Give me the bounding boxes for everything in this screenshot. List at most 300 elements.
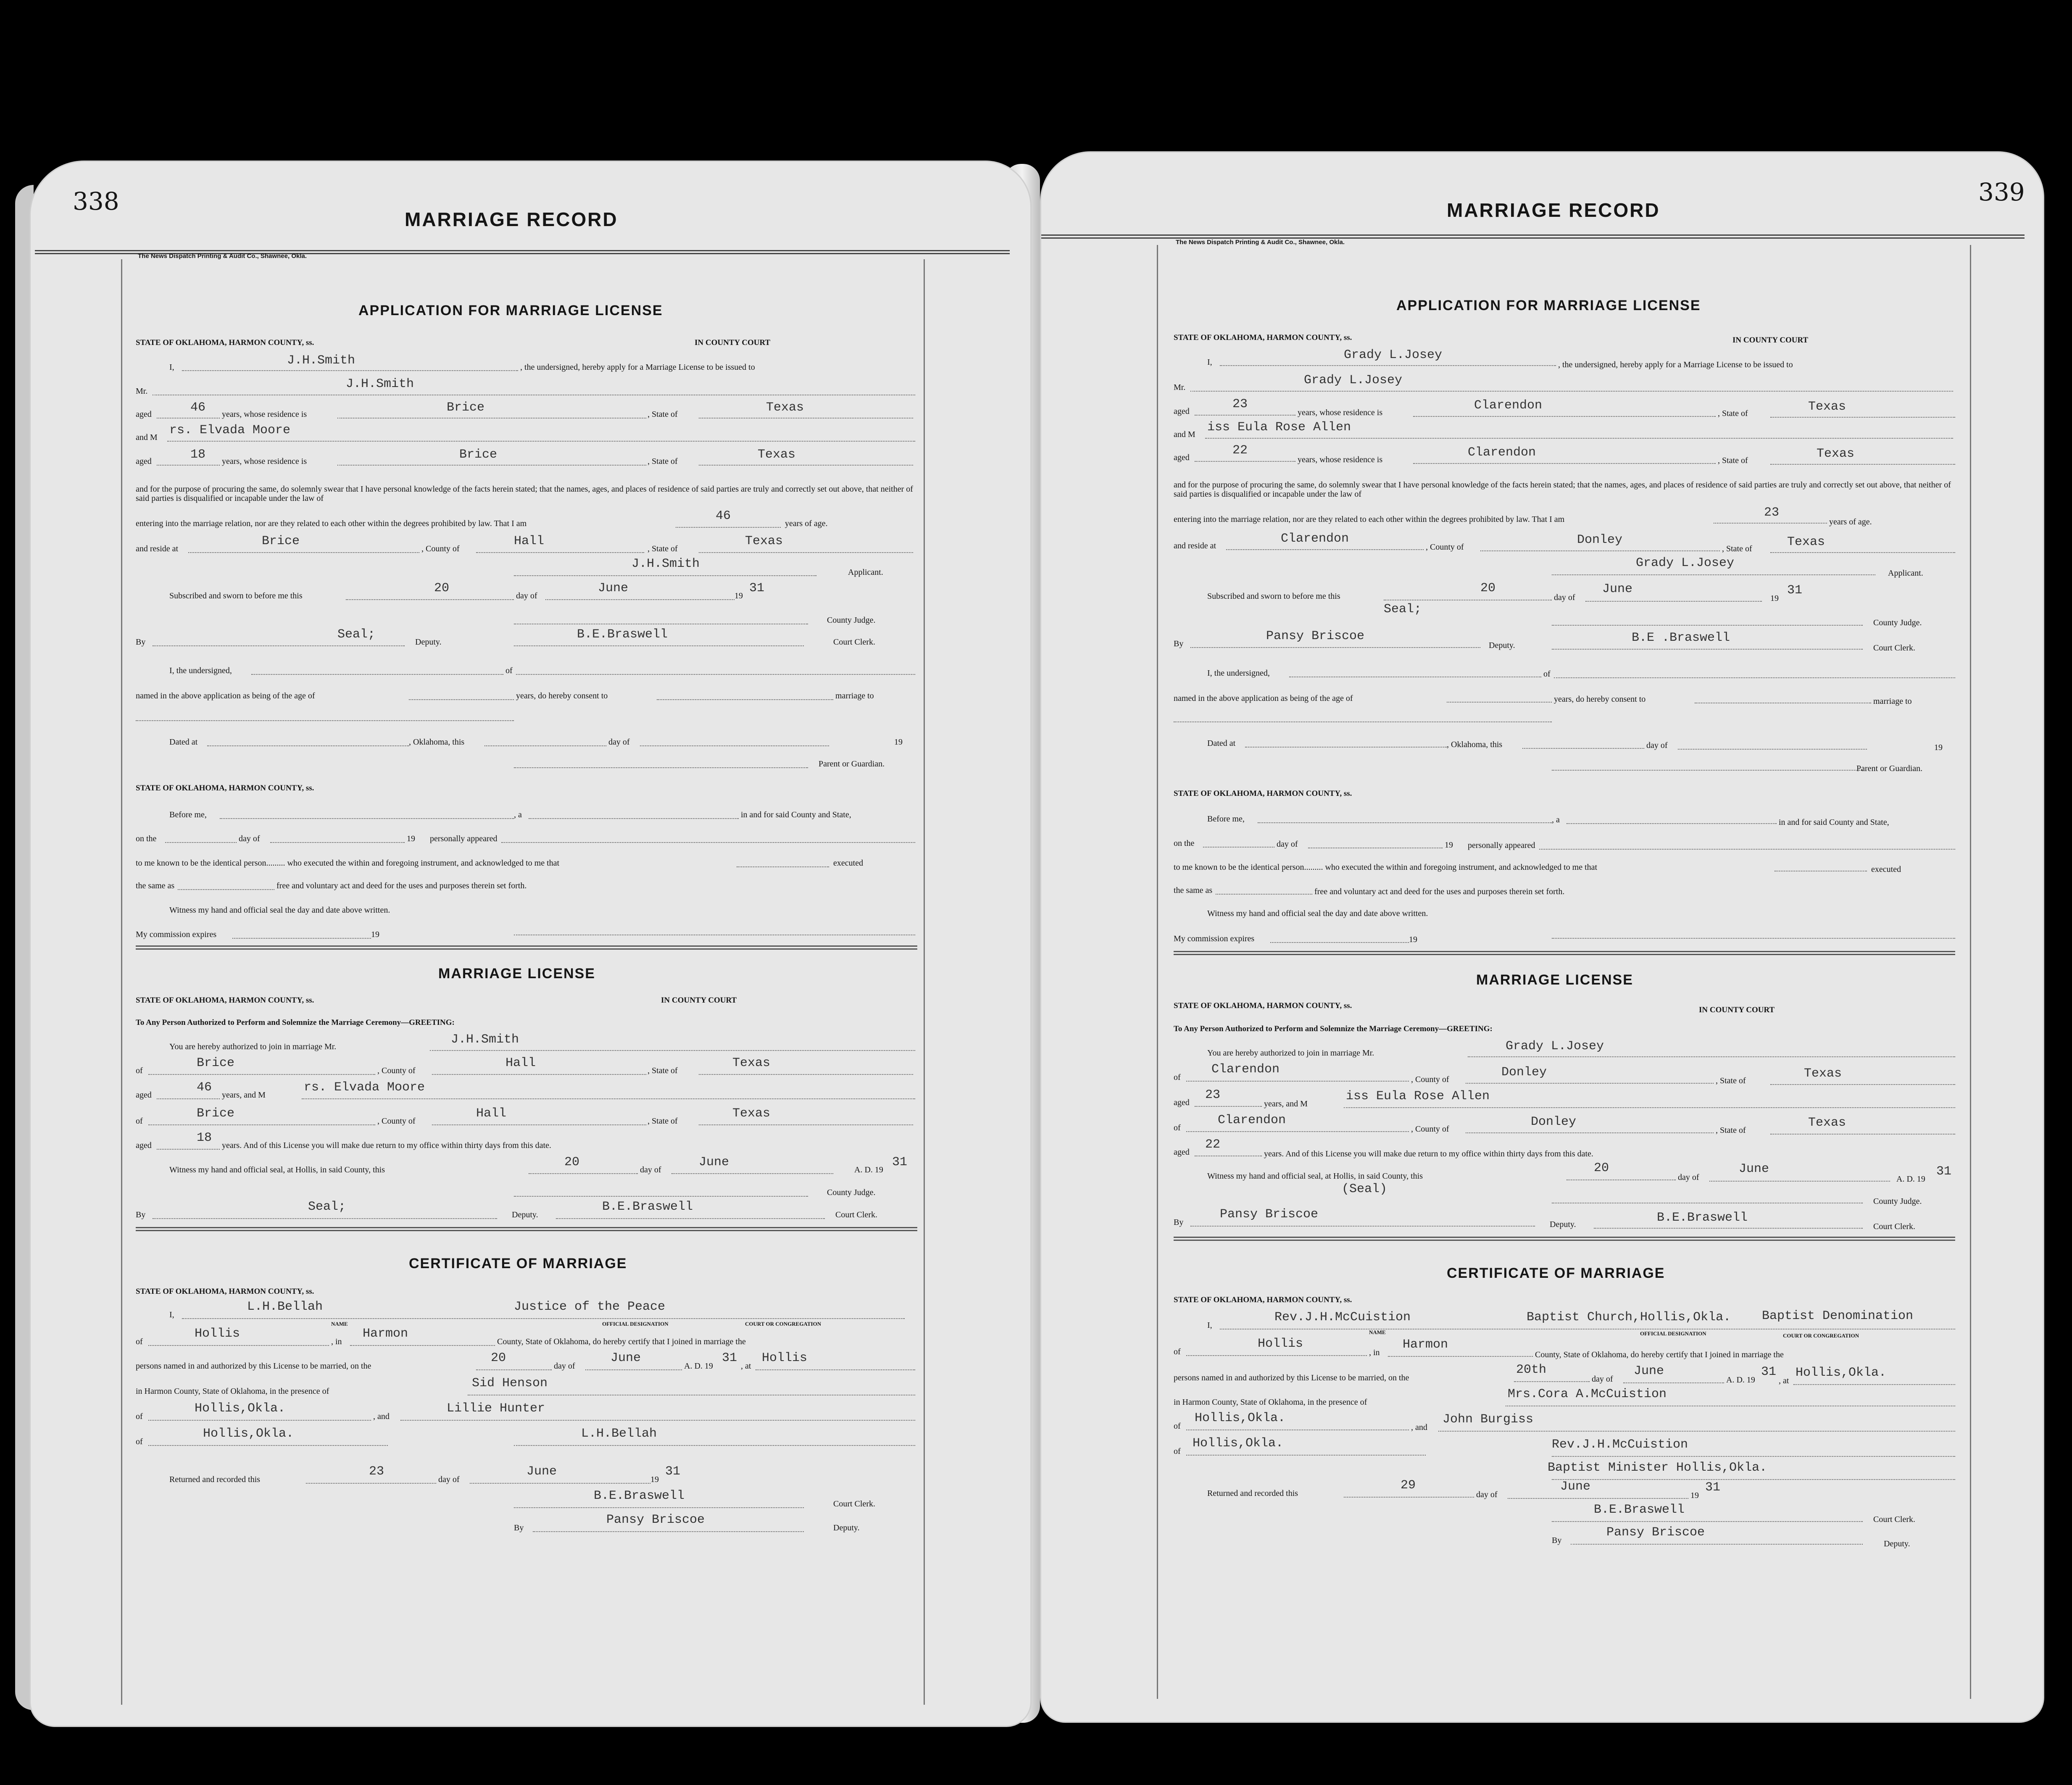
label-court-clerk: Court Clerk. [835, 1210, 877, 1219]
left-margin-line [121, 259, 122, 1705]
label-deputy: Deputy. [833, 1523, 860, 1532]
label-aged: aged [1174, 453, 1190, 462]
label-19: 19 [650, 1475, 659, 1484]
license-bride-county: Donley [1531, 1115, 1577, 1129]
label-ad19: A. D. 19 [854, 1165, 883, 1174]
witness-hollis: Witness my hand and official seal, at Hollis, in said County, this [169, 1165, 385, 1174]
state-line [699, 1114, 913, 1125]
returned-text: Returned and recorded this [169, 1475, 261, 1484]
marriage-to-text: marriage to [835, 691, 874, 700]
cert-deputy: Pansy Briscoe [606, 1513, 705, 1527]
groom-name: J.H.Smith [346, 377, 414, 391]
label-of: of [1174, 1073, 1181, 1082]
dated-at: Dated at [169, 737, 198, 747]
greeting: To Any Person Authorized to Perform and Solemnize the Marriage Ceremony—GREETING: [136, 1018, 455, 1027]
label-years-and-m: years, and M [222, 1090, 266, 1100]
label-applicant: Applicant. [1888, 569, 1923, 578]
state-county-heading: STATE OF OKLAHOMA, HARMON COUNTY, ss. [136, 784, 314, 792]
county-line [1466, 1122, 1714, 1133]
label-state: , State of [648, 1116, 678, 1126]
cert-witness2-of: Hollis,Okla. [203, 1427, 294, 1441]
label-court-clerk: Court Clerk. [833, 1499, 875, 1509]
on-the: on the [1174, 839, 1195, 848]
personally-line [501, 832, 915, 843]
label-county: , County of [1411, 1124, 1449, 1134]
persons-named: persons named in and authorized by this License to be married, on the [1174, 1373, 1409, 1382]
consent-age-line [409, 689, 514, 700]
in-county-court: IN COUNTY COURT [1732, 336, 1809, 345]
license-groom-state: Texas [1804, 1066, 1842, 1081]
ack-month-line [270, 832, 405, 843]
label-19: 19 [1934, 743, 1943, 752]
label-day-of: day of [1277, 840, 1298, 849]
clerk-name: B.E.Braswell [577, 627, 668, 642]
cert-witness1-of: Hollis,Okla. [195, 1401, 286, 1416]
license-bride-of: Brice [197, 1106, 235, 1121]
month-line [1508, 1488, 1688, 1499]
label-in: , in [331, 1337, 342, 1346]
label-of: of [136, 1437, 143, 1446]
county-line [432, 1114, 646, 1125]
license-groom-state: Texas [732, 1056, 771, 1070]
license-by-seal: Seal; [308, 1200, 346, 1214]
label-residence: years, whose residence is [1298, 408, 1383, 417]
label-day-of: day of [438, 1475, 460, 1484]
presence-text: in Harmon County, State of Oklahoma, in the presence of [136, 1387, 329, 1396]
county-line [476, 542, 644, 553]
residence-line [337, 408, 646, 419]
label-court-clerk: Court Clerk. [1873, 1515, 1915, 1524]
bride-name: rs. Elvada Moore [169, 423, 291, 437]
right-margin-line [924, 259, 925, 1705]
personally-appeared: personally appeared [430, 834, 498, 843]
caption-congregation: COURT OR CONGREGATION [1783, 1332, 1859, 1339]
page-title: MARRIAGE RECORD [1447, 199, 1660, 221]
left-form [136, 162, 917, 1725]
label-day-of: day of [608, 737, 630, 747]
executed-line [737, 856, 829, 867]
license-month: June [699, 1155, 729, 1169]
years-of-age: years of age. [1829, 517, 1872, 527]
cert-designation: Justice of the Peace [514, 1300, 666, 1314]
judge-line [1552, 1193, 1863, 1203]
marriage-to-text: marriage to [1873, 697, 1912, 706]
cert-returned-month: June [1560, 1480, 1591, 1494]
sworn-year: 31 [1787, 583, 1803, 598]
label-i: I, [169, 363, 174, 372]
judge-line [514, 613, 808, 624]
label-state: , State of [648, 544, 678, 553]
label-deputy: Deputy. [1489, 641, 1515, 650]
label-court-clerk: Court Clerk. [1873, 1222, 1915, 1231]
bride-residence: Brice [459, 448, 498, 462]
license-bride-state: Texas [1808, 1116, 1846, 1130]
executed-text: executed [1871, 865, 1901, 874]
application-deputy: Pansy Briscoe [1266, 629, 1365, 643]
bride-state: Texas [758, 448, 796, 462]
do-certify: County, State of Oklahoma, do hereby certify that I joined in marriage the [1535, 1350, 1784, 1359]
applicant-signature: J.H.Smith [632, 557, 700, 571]
license-groom-county: Donley [1501, 1065, 1547, 1079]
label-deputy: Deputy. [1884, 1539, 1910, 1548]
free-act: free and voluntary act and deed for the uses and purposes therein set forth. [276, 881, 527, 890]
age-line [157, 408, 220, 419]
license-year: 31 [892, 1155, 908, 1169]
label-deputy: Deputy. [512, 1210, 538, 1219]
caption-congregation: COURT OR CONGREGATION [745, 1321, 821, 1327]
county-value: Donley [1577, 533, 1623, 547]
consent-of-line [516, 664, 915, 675]
notary-line [514, 924, 915, 935]
witness-seal: Witness my hand and official seal the day and date above written. [1207, 909, 1428, 918]
a-line [529, 808, 739, 819]
county-value: Hall [514, 534, 545, 548]
left-page [29, 161, 1032, 1727]
label-in: , in [1369, 1348, 1380, 1357]
cert-returned-year: 31 [1705, 1480, 1721, 1495]
license-groom-age: 46 [197, 1080, 212, 1095]
license-day: 20 [564, 1155, 580, 1169]
certificate-title: CERTIFICATE OF MARRIAGE [409, 1256, 627, 1272]
state-county-heading: STATE OF OKLAHOMA, HARMON COUNTY, ss. [136, 996, 314, 1005]
label-aged: aged [136, 410, 152, 419]
on-the-line [1203, 837, 1274, 848]
license-groom-age: 23 [1205, 1088, 1221, 1102]
commission-line [232, 928, 371, 939]
license-bride: iss Eula Rose Allen [1346, 1089, 1490, 1103]
label-ad19: A. D. 19 [684, 1361, 713, 1371]
same-as: the same as [136, 881, 175, 890]
do-certify: County, State of Oklahoma, do hereby certify that I joined in marriage the [497, 1337, 746, 1346]
license-groom: Grady L.Josey [1506, 1039, 1604, 1053]
state-line [1770, 1074, 1955, 1085]
section-divider [1174, 951, 1955, 955]
label-reside-at: and reside at [1174, 541, 1216, 550]
mr-line [153, 384, 915, 395]
caption-designation: OFFICIAL DESIGNATION [1640, 1330, 1706, 1337]
label-state: , State of [648, 457, 678, 466]
cert-congregation: Baptist Denomination [1762, 1309, 1914, 1323]
cert-signature: Rev.J.H.McCuistion [1552, 1437, 1688, 1452]
state-county-heading: STATE OF OKLAHOMA, HARMON COUNTY, ss. [136, 1287, 314, 1296]
cert-returned-day: 23 [369, 1464, 384, 1479]
label-day-of: day of [1554, 593, 1575, 602]
label-day-of: day of [1592, 1374, 1613, 1384]
bride-residence: Clarendon [1468, 445, 1536, 460]
label-state: , State of [1718, 456, 1748, 465]
label-day-of: day of [239, 834, 260, 843]
label-county: , County of [421, 544, 460, 553]
label-aged: aged [136, 1141, 152, 1150]
label-of: of [136, 1337, 143, 1346]
cert-designation: Baptist Church,Hollis,Okla. [1527, 1310, 1731, 1324]
consent-name-line [1174, 711, 1552, 722]
residence-line [1413, 406, 1716, 417]
sworn-month: June [1602, 582, 1633, 596]
oath-paragraph: and for the purpose of procuring the same, do solemnly swear that I have personal knowledge of the facts herein stated; that the names, ages, and places of residence of said parties are truly and correctly set out above, that neither of said parties is disqualified or incapable under the law of [1174, 480, 1951, 499]
label-deputy: Deputy. [1550, 1220, 1576, 1229]
state-line [1770, 1124, 1955, 1135]
day-line [476, 1359, 552, 1370]
label-and: , and [1411, 1423, 1427, 1432]
label-residence: years, whose residence is [222, 457, 307, 466]
oath-paragraph: and for the purpose of procuring the same, do solemnly swear that I have personal knowledge of the facts herein stated; that the names, ages, and places of residence of said parties are truly and correctly set out above, that neither of said parties is disqualified or incapable under the law of [136, 484, 913, 503]
label-and-m: and M [1174, 430, 1195, 439]
license-bride-state: Texas [732, 1106, 771, 1121]
age-line [157, 455, 220, 466]
label-mr: Mr. [1174, 383, 1186, 392]
sworn-month: June [598, 581, 629, 595]
groom-name: Grady L.Josey [1304, 373, 1403, 387]
county-line [432, 1064, 646, 1075]
state-line [699, 542, 913, 553]
license-month: June [1739, 1162, 1769, 1176]
state-line [1770, 454, 1955, 465]
label-of: of [136, 1412, 143, 1421]
state-line [699, 408, 913, 419]
by-seal: Seal; [337, 627, 376, 642]
consent-undersigned: I, the undersigned, [1207, 669, 1270, 678]
reside-at-value: Clarendon [1281, 532, 1349, 546]
cert-day: 20th [1516, 1363, 1547, 1377]
state-county-heading: STATE OF OKLAHOMA, HARMON COUNTY, ss. [136, 338, 314, 347]
return-text: years. And of this License you will make due return to my office within thirty days from this date. [1264, 1149, 1593, 1158]
label-day-of: day of [1678, 1173, 1699, 1182]
notary-line [1552, 928, 1955, 939]
label-at: , at [741, 1361, 751, 1371]
before-me: Before me, [169, 810, 207, 819]
judge-line [1552, 615, 1863, 626]
reside-line [188, 542, 419, 553]
label-by: By [136, 637, 146, 647]
consent-of-line [1554, 667, 1955, 678]
label-a: , a [514, 810, 522, 819]
residence-line [1413, 453, 1716, 464]
license-groom-of: Clarendon [1211, 1062, 1280, 1077]
bride-age: 18 [190, 448, 206, 462]
dated-month-line [640, 735, 829, 746]
left-margin-line [1157, 245, 1158, 1699]
free-act: free and voluntary act and deed for the uses and purposes therein set forth. [1314, 887, 1565, 896]
state-line [699, 455, 913, 466]
clerk-name: B.E .Braswell [1632, 631, 1730, 645]
month-line [545, 589, 735, 600]
application-title: APPLICATION FOR MARRIAGE LICENSE [358, 303, 663, 319]
label-mr: Mr. [136, 387, 148, 396]
label-and: , and [373, 1412, 390, 1421]
witness-hollis: Witness my hand and official seal, at Hollis, in said County, this [1207, 1172, 1423, 1181]
personally-line [1539, 839, 1955, 850]
cert-deputy: Pansy Briscoe [1606, 1525, 1705, 1540]
right-form [1174, 153, 1955, 1720]
applicant-age: 46 [716, 509, 731, 523]
groom-residence: Clarendon [1474, 398, 1543, 413]
caption-name: NAME [331, 1321, 348, 1327]
bride-state: Texas [1817, 447, 1855, 461]
a-line [1567, 813, 1777, 824]
do-consent-text: years, do hereby consent to [1554, 695, 1646, 704]
parent-guardian: Parent or Guardian. [1856, 764, 1923, 773]
sworn-day: 20 [434, 581, 450, 595]
label-ad19: A. D. 19 [1726, 1375, 1755, 1385]
label-by: By [514, 1523, 524, 1532]
in-and-for: in and for said County and State, [1779, 818, 1889, 827]
cert-returned-year: 31 [665, 1464, 681, 1479]
dated-at: Dated at [1207, 739, 1236, 748]
label-court-clerk: Court Clerk. [1873, 643, 1915, 653]
label-of: of [1174, 1123, 1181, 1132]
label-county: , County of [1426, 542, 1464, 552]
cert-clerk: B.E.Braswell [1594, 1503, 1685, 1517]
oklahoma-this: , Oklahoma, this [1447, 740, 1503, 749]
consent-to-line [1695, 692, 1871, 703]
section-divider [136, 945, 917, 950]
cert-of: Hollis [195, 1327, 240, 1341]
label-state: , State of [1716, 1126, 1746, 1135]
label-19: 19 [735, 591, 743, 600]
bride-age: 22 [1232, 443, 1248, 458]
authorized-text: You are hereby authorized to join in marriage Mr. [169, 1042, 337, 1051]
label-by: By [136, 1210, 146, 1219]
label-subscribed: Subscribed and sworn to before me this [169, 591, 303, 600]
cert-officiant: Rev.J.H.McCuistion [1274, 1310, 1411, 1324]
application-seal: Seal; [1384, 602, 1422, 616]
cert-signature: L.H.Bellah [581, 1427, 657, 1441]
returned-text: Returned and recorded this [1207, 1489, 1298, 1498]
printer-imprint: The News Dispatch Printing & Audit Co., Shawnee, Okla. [1176, 239, 1345, 246]
license-of-line [148, 1064, 375, 1075]
license-of-line [148, 1114, 375, 1125]
consent-age-line [1447, 692, 1552, 703]
before-me-line [1258, 812, 1552, 823]
label-applicant: Applicant. [848, 568, 883, 577]
cert-witness2: Lillie Hunter [447, 1401, 545, 1416]
label-county-judge: County Judge. [827, 1188, 876, 1197]
label-day-of: day of [640, 1165, 661, 1174]
label-a: , a [1552, 815, 1560, 824]
reside-at-value: Brice [262, 534, 300, 548]
caption-name: NAME [1369, 1329, 1386, 1335]
state-county-heading: STATE OF OKLAHOMA, HARMON COUNTY, ss. [1174, 333, 1352, 342]
guardian-line [514, 757, 808, 768]
consent-undersigned: I, the undersigned, [169, 666, 232, 675]
license-clerk: B.E.Braswell [602, 1200, 693, 1214]
label-19: 19 [407, 834, 415, 843]
label-state: , State of [1722, 544, 1752, 553]
label-aged: aged [1174, 1098, 1190, 1107]
on-the: on the [136, 834, 157, 843]
application-title: APPLICATION FOR MARRIAGE LICENSE [1396, 298, 1701, 313]
license-bride-age: 22 [1205, 1137, 1221, 1152]
cert-year: 31 [1761, 1365, 1777, 1379]
page-number: 338 [73, 187, 119, 216]
state-line [1770, 407, 1955, 418]
right-margin-line [1970, 245, 1971, 1699]
consent-name-line [136, 710, 514, 721]
groom-age: 23 [1232, 397, 1248, 411]
label-of: of [1174, 1422, 1181, 1431]
label-aged: aged [136, 1090, 152, 1100]
in-county-court: IN COUNTY COURT [661, 996, 737, 1005]
same-as-line [178, 879, 274, 890]
cert-year: 31 [722, 1351, 737, 1365]
label-county: , County of [1411, 1075, 1449, 1084]
executed-line [1774, 861, 1867, 871]
cert-day: 20 [491, 1351, 506, 1365]
label-subscribed: Subscribed and sworn to before me this [1207, 592, 1340, 601]
label-19: 19 [1770, 594, 1779, 603]
label-aged: aged [1174, 407, 1190, 416]
applicant-age: 23 [1764, 505, 1780, 520]
do-consent-text: years, do hereby consent to [516, 691, 608, 700]
label-19: 19 [894, 737, 903, 747]
label-i: I, [1207, 358, 1212, 367]
personally-appeared: personally appeared [1468, 841, 1535, 850]
day-line [346, 589, 514, 600]
right-page [1040, 151, 2044, 1723]
label-day-of: day of [554, 1361, 575, 1371]
label-at: , at [1779, 1376, 1789, 1385]
cert-returned-month: June [527, 1464, 557, 1479]
license-year: 31 [1936, 1164, 1952, 1179]
label-of: of [1543, 669, 1551, 679]
state-county-heading: STATE OF OKLAHOMA, HARMON COUNTY, ss. [1174, 1295, 1352, 1304]
dated-line [1245, 737, 1447, 748]
commission-line [1270, 932, 1409, 943]
label-day-of: day of [1476, 1490, 1498, 1499]
cert-witness1: Mrs.Cora A.McCuistion [1508, 1387, 1667, 1401]
license-title: MARRIAGE LICENSE [1476, 972, 1633, 988]
printer-imprint: The News Dispatch Printing & Audit Co., Shawnee, Okla. [138, 253, 307, 260]
cert-month: June [1634, 1364, 1664, 1378]
apply-text: , the undersigned, hereby apply for a Marriage License to be issued to [520, 363, 755, 372]
cert-at: Hollis [762, 1351, 808, 1365]
page-title: MARRIAGE RECORD [405, 208, 618, 230]
apply-text: , the undersigned, hereby apply for a Marriage License to be issued to [1558, 360, 1793, 369]
commission: My commission expires [136, 930, 217, 939]
return-text: years. And of this License you will make due return to my office within thirty days from this date. [222, 1141, 551, 1150]
groom-residence: Brice [447, 400, 485, 415]
label-residence: years, whose residence is [1298, 455, 1383, 464]
section-divider [1174, 1237, 1955, 1241]
label-19: 19 [1409, 935, 1417, 944]
oath-line-2: entering into the marriage relation, nor are they related to each other within the degrees prohibited by law. That I am [136, 519, 527, 528]
page-number: 339 [1978, 178, 2025, 206]
license-bride-age: 18 [197, 1131, 212, 1145]
years-of-age: years of age. [785, 519, 828, 528]
before-me-line [220, 808, 514, 819]
cert-at: Hollis,Okla. [1796, 1366, 1887, 1380]
age-line [1195, 1145, 1262, 1156]
label-i: I, [169, 1310, 174, 1319]
license-deputy: Pansy Briscoe [1220, 1207, 1319, 1222]
cert-witness2: John Burgiss [1443, 1412, 1534, 1427]
officiant-signature-line [514, 1435, 915, 1446]
label-by: By [1174, 1218, 1184, 1227]
commission: My commission expires [1174, 934, 1255, 943]
section-divider [136, 1227, 917, 1231]
label-of: of [1174, 1347, 1181, 1356]
consent-line [251, 664, 503, 675]
label-residence: years, whose residence is [222, 410, 307, 419]
label-of: of [136, 1066, 143, 1075]
oklahoma-this: , Oklahoma, this [409, 737, 465, 747]
label-state: , State of [1718, 409, 1748, 418]
license-bride-of: Clarendon [1218, 1113, 1286, 1127]
dated-day-line [1522, 738, 1644, 749]
consent-line [1289, 666, 1541, 677]
ack-month-line [1308, 837, 1443, 848]
